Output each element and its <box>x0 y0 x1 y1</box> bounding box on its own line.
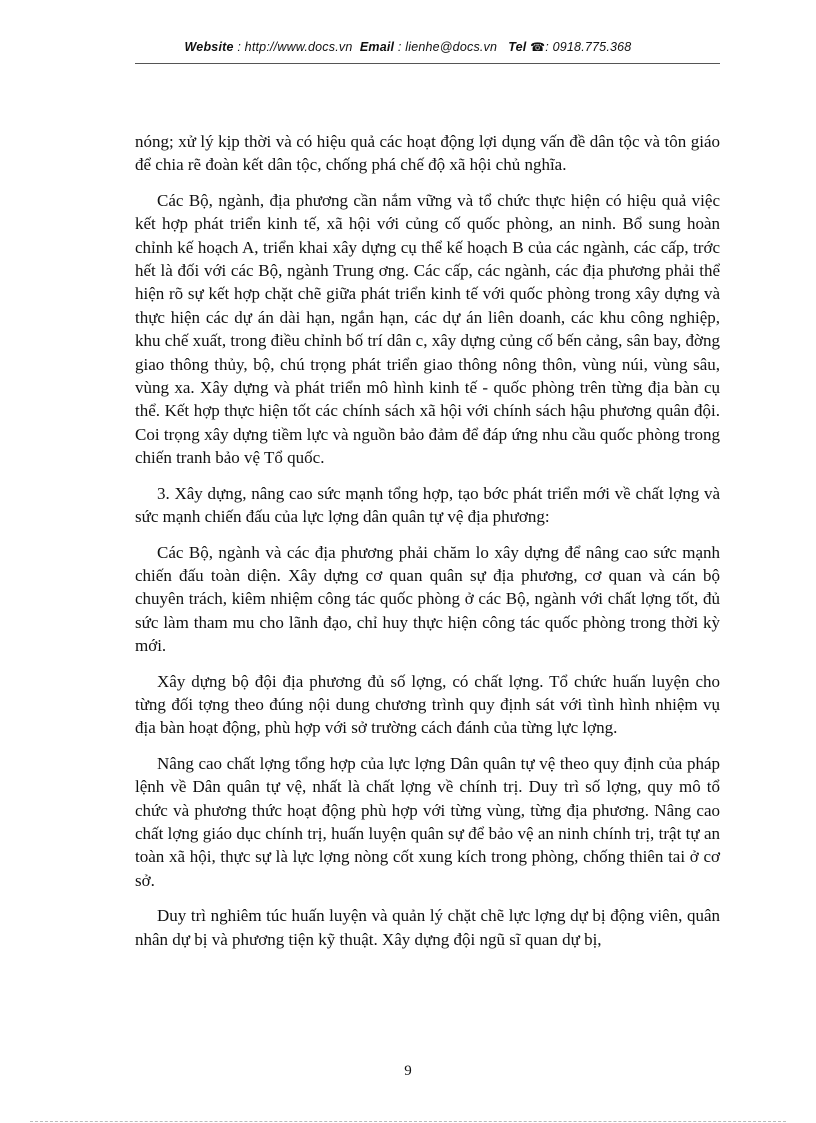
email-sep: : <box>394 40 406 54</box>
phone-icon: ☎ <box>530 40 546 54</box>
paragraph-7: Duy trì nghiêm túc huấn luyện và quản lý chặt chẽ lực lợng dự bị động viên, quân nhân dự bị và phương tiện kỹ thuật. Xây dựng đội ngũ sĩ quan dự bị, <box>135 906 720 949</box>
email-label: Email <box>359 40 395 54</box>
tel-label: Tel <box>508 40 527 54</box>
paragraph-1: nóng; xử lý kịp thời và có hiệu quả các hoạt động lợi dụng vấn đề dân tộc và tôn giáo để chia rẽ đoàn kết dân tộc, chống phá chế độ xã hội chủ nghĩa. <box>135 132 720 175</box>
website-url[interactable]: http://www.docs.vn <box>244 40 353 54</box>
document-body <box>135 130 720 963</box>
tel-number: : 0918.775.368 <box>545 40 632 54</box>
paragraph-6: Nâng cao chất lợng tổng hợp của lực lợng Dân quân tự vệ theo quy định của pháp lệnh về Dân quân tự vệ, nhất là chất lợng về chính trị. Duy trì số lợng, quy mô tổ chức và phương thức hoạt động phù hợp với từng vùng, từng địa phương. Nâng cao chất lợng giáo dục chính trị, huấn luyện quân sự để bảo vệ an ninh chính trị, trật tự an toàn xã hội, thực sự là lực lợng nòng cốt xung kích trong phòng, chống thiên tai ở cơ sở. <box>135 753 720 890</box>
paragraph-5: Xây dựng bộ đội địa phương đủ số lợng, có chất lợng. Tổ chức huấn luyện cho từng đối tợng theo đúng nội dung chương trình quy định sát với tình hình nhiệm vụ địa bàn hoạt động, phù hợp với sở trường cách đánh của từng lực lợng. <box>135 671 720 738</box>
website-label: Website <box>184 40 234 54</box>
header-divider <box>135 63 720 64</box>
paragraph-2: Các Bộ, ngành, địa phương cần nắm vững và tổ chức thực hiện có hiệu quả việc kết hợp phát triển kinh tế, xã hội với củng cố quốc phòng, an ninh. Bổ sung hoàn chỉnh kế hoạch A, triển khai xây dựng cụ thể kế hoạch B của các ngành, các cấp, trớc hết là đối với các Bộ, ngành Trung ơng. Các cấp, các ngành, các địa phương phải thể hiện rõ sự kết hợp chặt chẽ giữa phát triển kinh tế với quốc phòng trong xây dựng và thực hiện các dự án dài hạn, ngắn hạn, các dự án liên doanh, các khu công nghiệp, khu chế xuất, trong điều chỉnh bố trí dân c, xây dựng củng cố bến cảng, sân bay, đờng giao thông thủy, bộ, chú trọng phát triển giao thông nông thôn, vùng núi, vùng sâu, vùng xa. Xây dựng và phát triển mô hình kinh tế - quốc phòng trên từng địa bàn cụ thể. Kết hợp thực hiện tốt các chính sách xã hội với chính sách hậu phương quân đội. Coi trọng xây dựng tiềm lực và nguồn bảo đảm để đáp ứng nhu cầu quốc phòng trong chiến tranh bảo vệ Tổ quốc. <box>135 190 720 468</box>
paragraph-4: Các Bộ, ngành và các địa phương phải chăm lo xây dựng để nâng cao sức mạnh chiến đấu toàn diện. Xây dựng cơ quan quân sự địa phương, cơ quan và cán bộ chuyên trách, kiêm nhiệm công tác quốc phòng ở các Bộ, ngành với chất lợng tốt, đủ sức làm tham mu cho lãnh đạo, chỉ huy thực hiện công tác quốc phòng trong thời kỳ mới. <box>135 542 720 656</box>
email-address[interactable]: lienhe@docs.vn <box>405 40 498 54</box>
website-sep: : <box>233 40 245 54</box>
section-heading-3: 3. Xây dựng, nâng cao sức mạnh tổng hợp, tạo bớc phát triển mới về chất lợng và sức mạnh chiến đấu của lực lợng dân quân tự vệ địa phương: <box>135 483 720 527</box>
footer-divider <box>30 1121 786 1122</box>
page-number: 9 <box>404 1063 412 1079</box>
page-header <box>0 40 816 54</box>
